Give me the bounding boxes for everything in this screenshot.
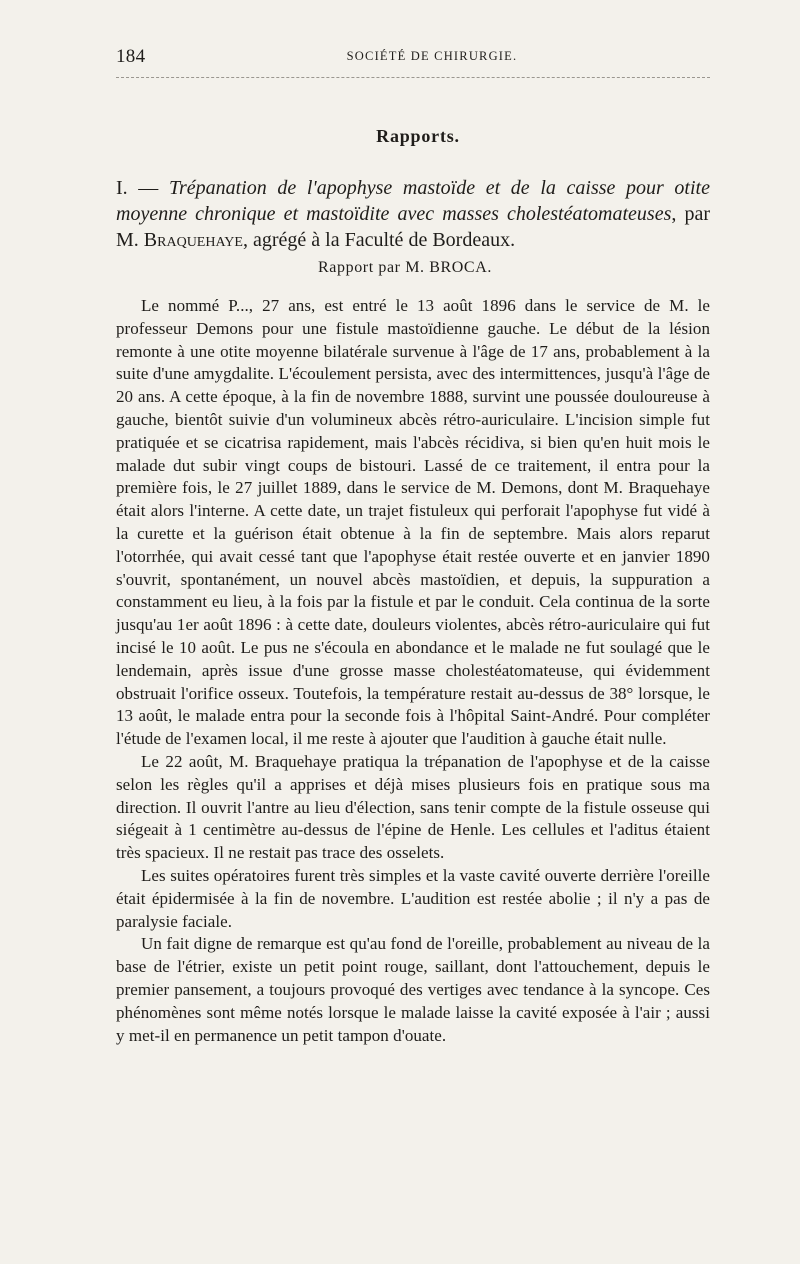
body-text (116, 295, 710, 1047)
report-title (116, 175, 710, 253)
header-rule (116, 77, 710, 78)
author-prefix: , par M. (116, 203, 710, 251)
author-name: Braquehaye (143, 229, 243, 251)
author-affiliation: , agrégé à la Faculté de Bordeaux. (242, 229, 516, 251)
report-title-text: Trépanation de l'apophyse mastoïde et de la caisse pour otite moyenne chronique et mastoïdite avec masses cholestéatomateuses (116, 177, 710, 225)
paragraph-outcome: Les suites opératoires furent très simples et la vaste cavité ouverte derrière l'oreille était épidermisée à la fin de novembre. L'audition est restée abolie ; il n'y a pas de paralysie faciale. (116, 865, 710, 931)
page-number: 184 (116, 46, 146, 67)
paragraph-remark: Un fait digne de remarque est qu'au fond de l'oreille, probablement au niveau de la base de l'étrier, existe un petit point rouge, saillant, dont l'attouchement, depuis le premier pansement, a toujours provoqué des vertiges avec tendance à la syncope. Ces phénomènes sont même notés lorsque le malade laisse la cavité exposée à l'air ; aussi y met-il en permanence un petit tampon d'ouate. (116, 934, 710, 1045)
report-numeral: I. — (116, 177, 169, 199)
running-title: SOCIÉTÉ DE CHIRURGIE. (346, 49, 518, 63)
section-heading: Rapports. (376, 126, 460, 146)
paragraph-operation: Le 22 août, M. Braquehaye pratiqua la trépanation de l'apophyse et de la caisse selon les règles qu'il a apprises et déjà mises plusieurs fois en pratique sous ma direction. Il ouvrit l'antre au lieu d'élection, sans tenir compte de la fistule osseuse qui siégeait à 1 centimètre au-dessus de l'épine de Henle. Les cellules et l'aditus étaient très spacieux. Il ne restait pas trace des osselets. (116, 751, 710, 863)
report-byline: Rapport par M. BROCA. (318, 259, 492, 276)
paragraph-case-history: Le nommé P..., 27 ans, est entré le 13 août 1896 dans le service de M. le professeur Demons pour une fistule mastoïdienne gauche. Le début de la lésion remonte à une otite moyenne bilatérale survenue à l'âge de 17 ans, probablement à la suite d'une amygdalite. L'écoulement persista, avec des intermittences, jusqu'à l'âge de 20 ans. A cette époque, à la fin de novembre 1888, survint une poussée douloureuse à gauche, bientôt suivie d'un volumineux abcès rétro-auriculaire. L'incision simple fut pratiquée et se cicatrisa rapidement, mais l'abcès récidiva, si bien qu'en huit mois le malade dut subir vingt coups de bistouri. Lassé de ce traitement, il entra pour la première fois, le 27 juillet 1889, dans le service de M. Demons, dont M. Braquehaye était alors l'interne. A cette date, un trajet fistuleux qui perforait l'apophyse fut vidé à la curette et la guérison était obtenue à la fin de septembre. Mais alors reparut l'otorrhée, qui avait cessé tant que l'apophyse était restée ouverte et en janvier 1890 s'ouvrit, spontanément, un nouvel abcès mastoïdien, et depuis, la suppuration a constamment eu lieu, à la fois par la fistule et par le conduit. Cela continua de la sorte jusqu'au 1er août 1896 : à cette date, douleurs violentes, abcès rétro-auriculaire qui fut incisé le 10 août. Le pus ne s'écoula en abondance et le malade ne fut soulagé que le lendemain, après issue d'une grosse masse cholestéatomateuse, qui évidemment obstruait l'orifice osseux. Toutefois, la température restait au-dessus de 38° lorsque, le 13 août, le malade entra pour la seconde fois à l'hôpital Saint-André. Pour compléter l'étude de l'examen local, il me reste à ajouter que l'audition à gauche était nulle. (116, 296, 710, 749)
page-header (116, 46, 708, 70)
